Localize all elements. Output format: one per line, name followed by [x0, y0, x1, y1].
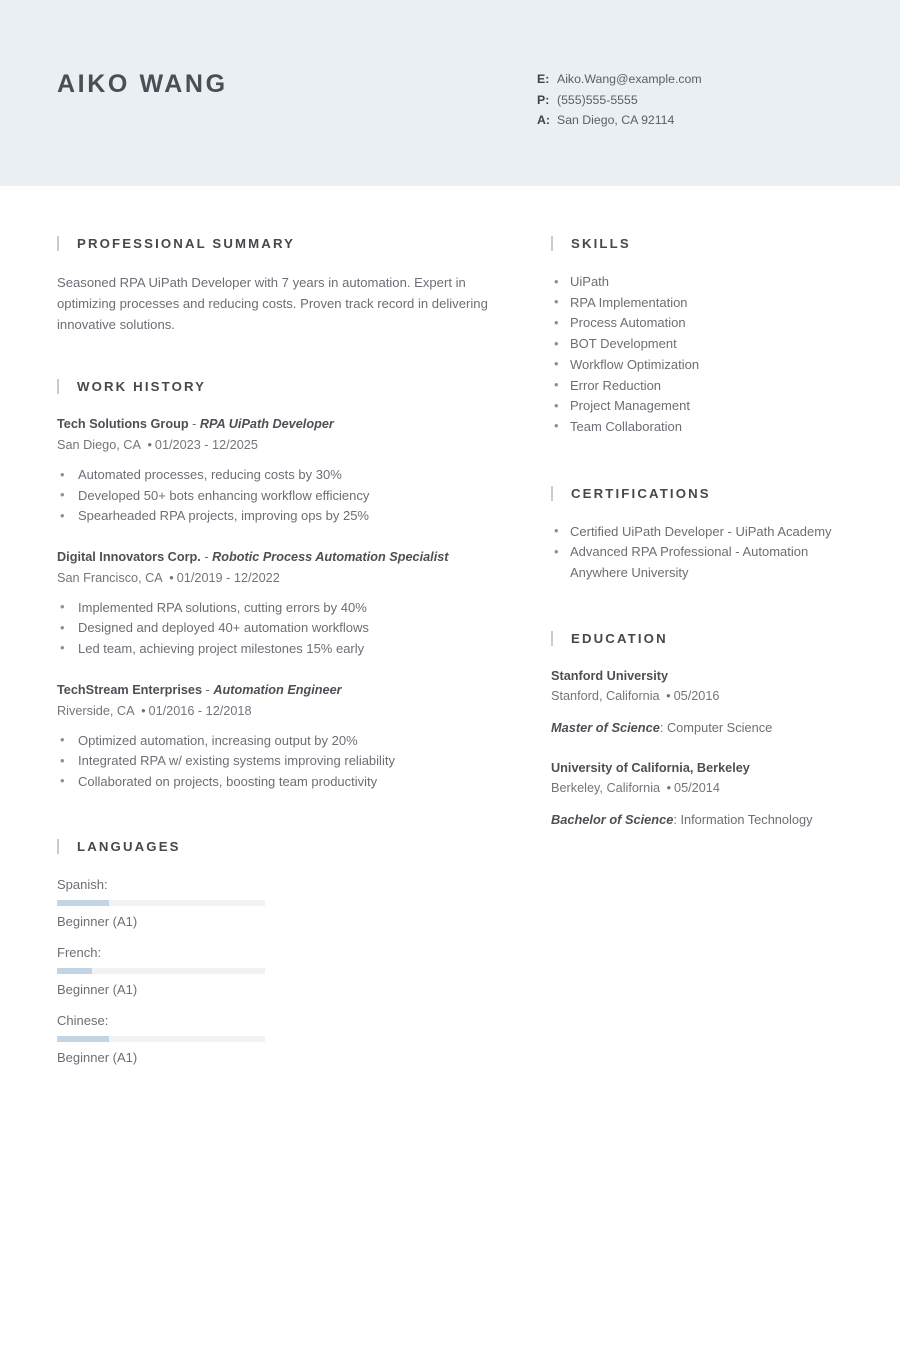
language-level: Beginner (A1) [57, 982, 138, 998]
work-entry [57, 548, 507, 660]
list-item: • Certified UiPath Developer - UiPath Academy [551, 522, 851, 543]
bullet-separator-icon: • [165, 570, 174, 585]
section-skills [551, 236, 851, 438]
job-dates: 01/2016 - 12/2018 [148, 703, 252, 718]
education-school: Stanford University [551, 668, 669, 683]
page-title: AIKO WANG [57, 70, 228, 98]
bullet-separator-icon: • [662, 688, 671, 703]
list-item: • Integrated RPA w/ existing systems improving reliability [57, 751, 507, 772]
contact-row-email [537, 69, 702, 90]
section-professional-summary [57, 236, 507, 335]
job-company: Digital Innovators Corp. [57, 549, 201, 564]
language-name: Chinese: [57, 1013, 109, 1029]
education-degree [551, 810, 851, 830]
job-role: Robotic Process Automation Specialist [212, 549, 449, 564]
contact-block [537, 69, 702, 131]
language-progress-fill [57, 1036, 109, 1042]
job-location: Riverside, CA [57, 703, 135, 718]
degree-label: Bachelor of Science [551, 811, 674, 827]
list-item: • RPA Implementation [551, 293, 851, 314]
education-entry [551, 759, 851, 830]
language-progress-track [57, 1036, 265, 1042]
job-separator: - [188, 417, 200, 431]
education-date: 05/2016 [673, 688, 720, 703]
job-separator: - [202, 682, 214, 697]
job-bullets [57, 598, 507, 660]
section-title: WORK HISTORY [77, 379, 207, 394]
section-work-history [57, 379, 507, 792]
skills-list [551, 272, 851, 438]
list-item: • Team Collaboration [551, 417, 851, 438]
phone-value: (555)555-5555 [557, 92, 638, 107]
accent-bar-icon [57, 236, 59, 251]
section-languages [57, 839, 507, 1079]
job-company: TechStream Enterprises [57, 682, 203, 697]
language-name: Spanish: [57, 877, 108, 893]
list-item: • Developed 50+ bots enhancing workflow efficiency [57, 486, 507, 507]
bullet-separator-icon: • [137, 703, 146, 718]
degree-value: : Information Technology [673, 811, 813, 827]
list-item: • Collaborated on projects, boosting team productivity [57, 772, 507, 793]
bullet-separator-icon: • [143, 438, 152, 452]
job-bullets [57, 731, 507, 793]
list-item: • Project Management [551, 396, 851, 417]
list-item: • Designed and deployed 40+ automation workflows [57, 618, 507, 639]
language-item [57, 1011, 285, 1068]
list-item: • Led team, achieving project milestones 15% early [57, 639, 507, 660]
section-heading [57, 236, 507, 251]
section-heading [551, 486, 851, 501]
section-title: CERTIFICATIONS [571, 485, 711, 501]
right-column [551, 236, 851, 830]
job-role: RPA UiPath Developer [199, 417, 334, 431]
accent-bar-icon [57, 379, 59, 394]
accent-bar-icon [551, 486, 553, 501]
language-progress-fill [57, 968, 92, 974]
degree-label: Master of Science [551, 719, 660, 735]
work-entry [57, 415, 507, 527]
accent-bar-icon [551, 236, 553, 251]
degree-value: : Computer Science [659, 719, 773, 735]
job-meta [57, 701, 507, 721]
address-value: San Diego, CA 92114 [557, 113, 675, 128]
language-item [57, 943, 285, 1000]
education-entry [551, 667, 851, 738]
language-name: French: [57, 945, 102, 961]
contact-row-address [537, 110, 702, 131]
section-title: EDUCATION [571, 630, 668, 646]
language-level: Beginner (A1) [57, 914, 138, 930]
section-heading [57, 839, 507, 854]
job-meta [57, 568, 507, 588]
left-column [57, 236, 507, 1079]
section-title: PROFESSIONAL SUMMARY [77, 236, 296, 251]
list-item: • BOT Development [551, 334, 851, 355]
education-meta [551, 686, 851, 706]
section-heading [551, 236, 851, 251]
section-heading [57, 379, 507, 394]
language-progress-fill [57, 900, 109, 906]
email-value: Aiko.Wang@example.com [557, 72, 702, 86]
section-education [551, 631, 851, 830]
language-grid [57, 875, 497, 1079]
list-item: • Advanced RPA Professional - Automation Anywhere University [551, 542, 851, 583]
job-title-line [57, 681, 507, 700]
section-title: SKILLS [571, 236, 631, 251]
job-location: San Diego, CA [57, 438, 141, 452]
language-level: Beginner (A1) [57, 1050, 138, 1066]
education-location: Stanford, California [551, 688, 660, 703]
section-title: LANGUAGES [77, 839, 181, 855]
summary-text: Seasoned RPA UiPath Developer with 7 years in automation. Expert in optimizing processes and reducing costs. Proven track record in delivering innovative solutions. [57, 275, 488, 332]
list-item: • Spearheaded RPA projects, improving ops by 25% [57, 506, 507, 527]
list-item: • Optimized automation, increasing output by 20% [57, 731, 507, 752]
education-location: Berkeley, California [551, 780, 661, 795]
job-meta [57, 435, 507, 455]
education-school: University of California, Berkeley [551, 760, 750, 775]
list-item: • Automated processes, reducing costs by 30% [57, 465, 507, 486]
job-separator: - [200, 549, 213, 564]
language-progress-track [57, 900, 265, 906]
accent-bar-icon [551, 631, 553, 646]
education-meta [551, 778, 851, 798]
accent-bar-icon [57, 839, 59, 854]
address-icon: A: [537, 113, 550, 128]
certifications-list [551, 522, 851, 584]
phone-icon: P: [537, 92, 550, 107]
list-item: • Error Reduction [551, 376, 851, 397]
resume-header [0, 0, 900, 186]
job-company: Tech Solutions Group [57, 417, 189, 431]
job-dates: 01/2019 - 12/2022 [176, 570, 280, 585]
job-title-line [57, 415, 507, 434]
section-heading [551, 631, 851, 646]
education-degree [551, 718, 851, 738]
job-role: Automation Engineer [213, 682, 342, 697]
list-item: • Workflow Optimization [551, 355, 851, 376]
contact-row-phone [537, 90, 702, 111]
language-item [57, 875, 285, 932]
list-item: • UiPath [551, 272, 851, 293]
job-dates: 01/2023 - 12/2025 [154, 438, 258, 452]
email-icon: E: [537, 72, 550, 86]
work-entry [57, 681, 507, 793]
job-bullets [57, 465, 507, 527]
job-title-line [57, 548, 507, 567]
job-location: San Francisco, CA [57, 570, 163, 585]
education-date: 05/2014 [674, 780, 720, 795]
list-item: • Implemented RPA solutions, cutting errors by 40% [57, 598, 507, 619]
list-item: • Process Automation [551, 313, 851, 334]
language-progress-track [57, 968, 265, 974]
bullet-separator-icon: • [663, 780, 672, 795]
section-certifications [551, 486, 851, 584]
